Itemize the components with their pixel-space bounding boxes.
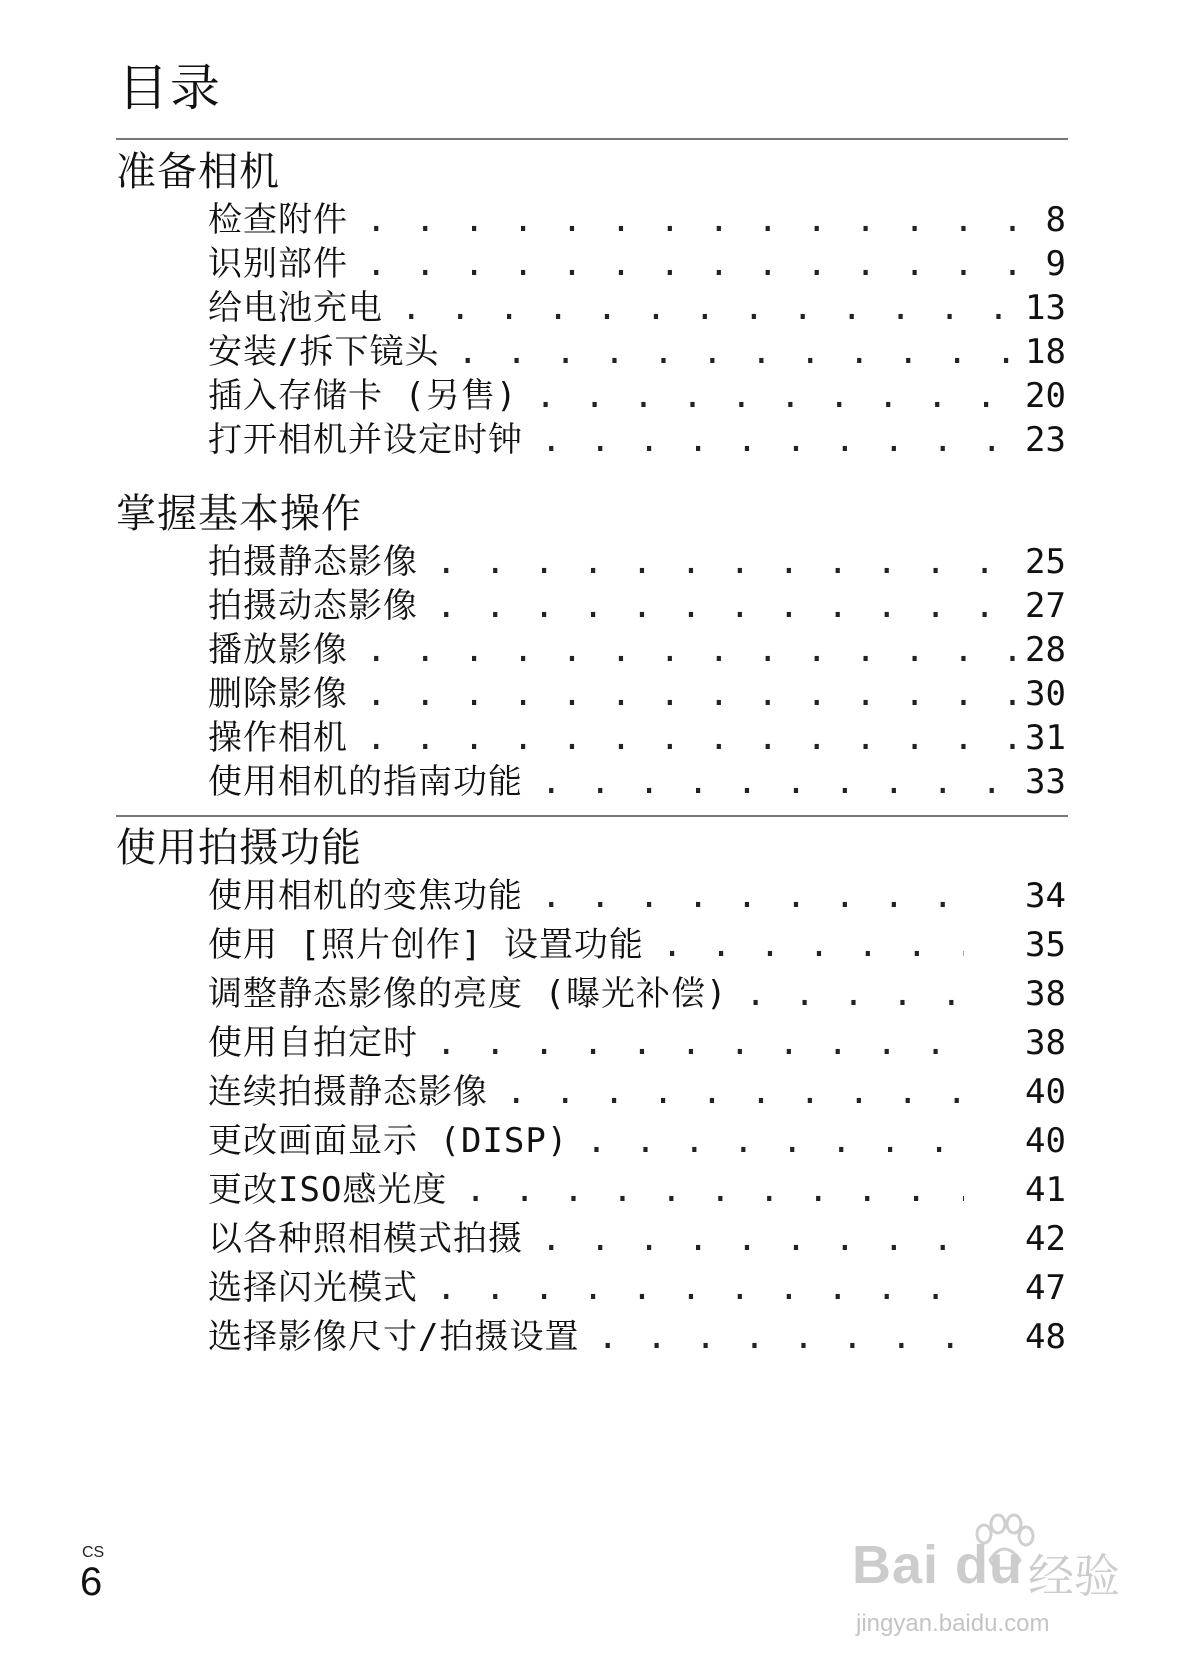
toc-entry-page: 13 (1025, 288, 1066, 328)
watermark-logo-text: Bai du (852, 1535, 1024, 1595)
baidu-jingyan-watermark (852, 1520, 1152, 1650)
toc-entry[interactable] (208, 374, 1066, 418)
toc-entry-label: 更改ISO感光度 (208, 1170, 448, 1210)
dot-leader (366, 716, 1017, 760)
toc-entry-label: 连续拍摄静态影像 (208, 1072, 488, 1112)
toc-entry-label: 拍摄静态影像 (208, 542, 418, 582)
toc-entry-label: 安装/拆下镜头 (208, 332, 440, 372)
toc-entry-page: 40 (1025, 1121, 1066, 1161)
toc-entry[interactable] (208, 584, 1066, 628)
language-code: CS (82, 1544, 105, 1561)
section-title: 使用拍摄功能 (116, 825, 362, 871)
toc-entry-page: 48 (1025, 1317, 1066, 1357)
toc-list (208, 872, 1066, 1362)
toc-entry-page: 30 (1025, 674, 1066, 714)
toc-entry[interactable] (208, 286, 1066, 330)
dot-leader (457, 330, 1017, 374)
toc-entry-label: 播放影像 (208, 630, 348, 670)
toc-entry-label: 调整静态影像的亮度 (曝光补偿) (208, 974, 728, 1014)
toc-entry[interactable] (208, 672, 1066, 716)
toc-entry-label: 打开相机并设定时钟 (208, 420, 523, 460)
page-title: 目录 (118, 59, 222, 117)
toc-entry-label: 以各种照相模式拍摄 (208, 1219, 523, 1259)
toc-entry-label: 更改画面显示 (DISP) (208, 1121, 569, 1161)
divider (116, 815, 1068, 817)
toc-entry[interactable] (208, 760, 1066, 804)
toc-entry-page: 35 (1025, 925, 1066, 965)
toc-entry[interactable] (208, 872, 1066, 921)
toc-entry-label: 选择闪光模式 (208, 1268, 418, 1308)
dot-leader (541, 760, 1017, 804)
toc-entry[interactable] (208, 628, 1066, 672)
dot-leader (366, 628, 1017, 672)
toc-entry[interactable] (208, 1117, 1066, 1166)
dot-leader (436, 584, 1017, 628)
toc-entry[interactable] (208, 716, 1066, 760)
dot-leader (541, 1215, 964, 1264)
toc-entry-label: 给电池充电 (208, 288, 383, 328)
dot-leader (366, 198, 1026, 242)
section-title: 准备相机 (116, 149, 280, 195)
toc-entry-page: 41 (1025, 1170, 1066, 1210)
toc-list (208, 540, 1066, 804)
watermark-logo-suffix: 经验 (1028, 1550, 1120, 1602)
toc-entry-page: 38 (1025, 974, 1066, 1014)
dot-leader (366, 242, 1026, 286)
dot-leader (436, 540, 1017, 584)
toc-entry[interactable] (208, 970, 1066, 1019)
toc-entry[interactable] (208, 1215, 1066, 1264)
dot-leader (535, 374, 1017, 418)
toc-entry[interactable] (208, 418, 1066, 462)
toc-entry[interactable] (208, 1166, 1066, 1215)
section-title: 掌握基本操作 (116, 491, 362, 537)
toc-entry-label: 使用相机的指南功能 (208, 762, 523, 802)
toc-entry[interactable] (208, 330, 1066, 374)
dot-leader (506, 1068, 964, 1117)
toc-entry-page: 34 (1025, 876, 1066, 916)
toc-entry-label: 识别部件 (208, 244, 348, 284)
dot-leader (465, 1166, 964, 1215)
dot-leader (586, 1117, 964, 1166)
dot-leader (401, 286, 1017, 330)
toc-entry-label: 插入存储卡 (另售) (208, 376, 518, 416)
toc-entry-page: 28 (1025, 630, 1066, 670)
page-number: 6 (80, 1560, 103, 1604)
toc-entry[interactable] (208, 242, 1066, 286)
toc-entry[interactable] (208, 1068, 1066, 1117)
dot-leader (597, 1313, 964, 1362)
toc-entry[interactable] (208, 540, 1066, 584)
toc-entry[interactable] (208, 1264, 1066, 1313)
toc-entry-page: 33 (1025, 762, 1066, 802)
toc-entry[interactable] (208, 1313, 1066, 1362)
toc-entry-page: 31 (1025, 718, 1066, 758)
toc-entry-page: 38 (1025, 1023, 1066, 1063)
dot-leader (541, 872, 964, 921)
toc-entry-label: 检查附件 (208, 200, 348, 240)
toc-entry-label: 选择影像尺寸/拍摄设置 (208, 1317, 580, 1357)
toc-entry-page: 23 (1025, 420, 1066, 460)
toc-entry-page: 18 (1025, 332, 1066, 372)
toc-entry-page: 27 (1025, 586, 1066, 626)
toc-entry-page: 8 (1045, 200, 1066, 240)
toc-entry[interactable] (208, 921, 1066, 970)
dot-leader (541, 418, 1017, 462)
toc-entry-page: 40 (1025, 1072, 1066, 1112)
toc-entry-page: 42 (1025, 1219, 1066, 1259)
toc-entry-page: 47 (1025, 1268, 1066, 1308)
toc-list (208, 198, 1066, 462)
toc-entry-label: 使用自拍定时 (208, 1023, 418, 1063)
dot-leader (745, 970, 964, 1019)
toc-entry-page: 25 (1025, 542, 1066, 582)
toc-entry-label: 操作相机 (208, 718, 348, 758)
dot-leader (436, 1019, 964, 1068)
toc-entry[interactable] (208, 1019, 1066, 1068)
dot-leader (366, 672, 1017, 716)
toc-entry-label: 使用相机的变焦功能 (208, 876, 523, 916)
toc-entry-page: 20 (1025, 376, 1066, 416)
toc-entry[interactable] (208, 198, 1066, 242)
toc-entry-label: 使用 [照片创作] 设置功能 (208, 925, 644, 965)
divider (116, 138, 1068, 140)
toc-entry-page: 9 (1045, 244, 1066, 284)
dot-leader (662, 921, 964, 970)
toc-entry-label: 删除影像 (208, 674, 348, 714)
dot-leader (436, 1264, 964, 1313)
watermark-url: jingyan.baidu.com (856, 1610, 1050, 1637)
toc-entry-label: 拍摄动态影像 (208, 586, 418, 626)
